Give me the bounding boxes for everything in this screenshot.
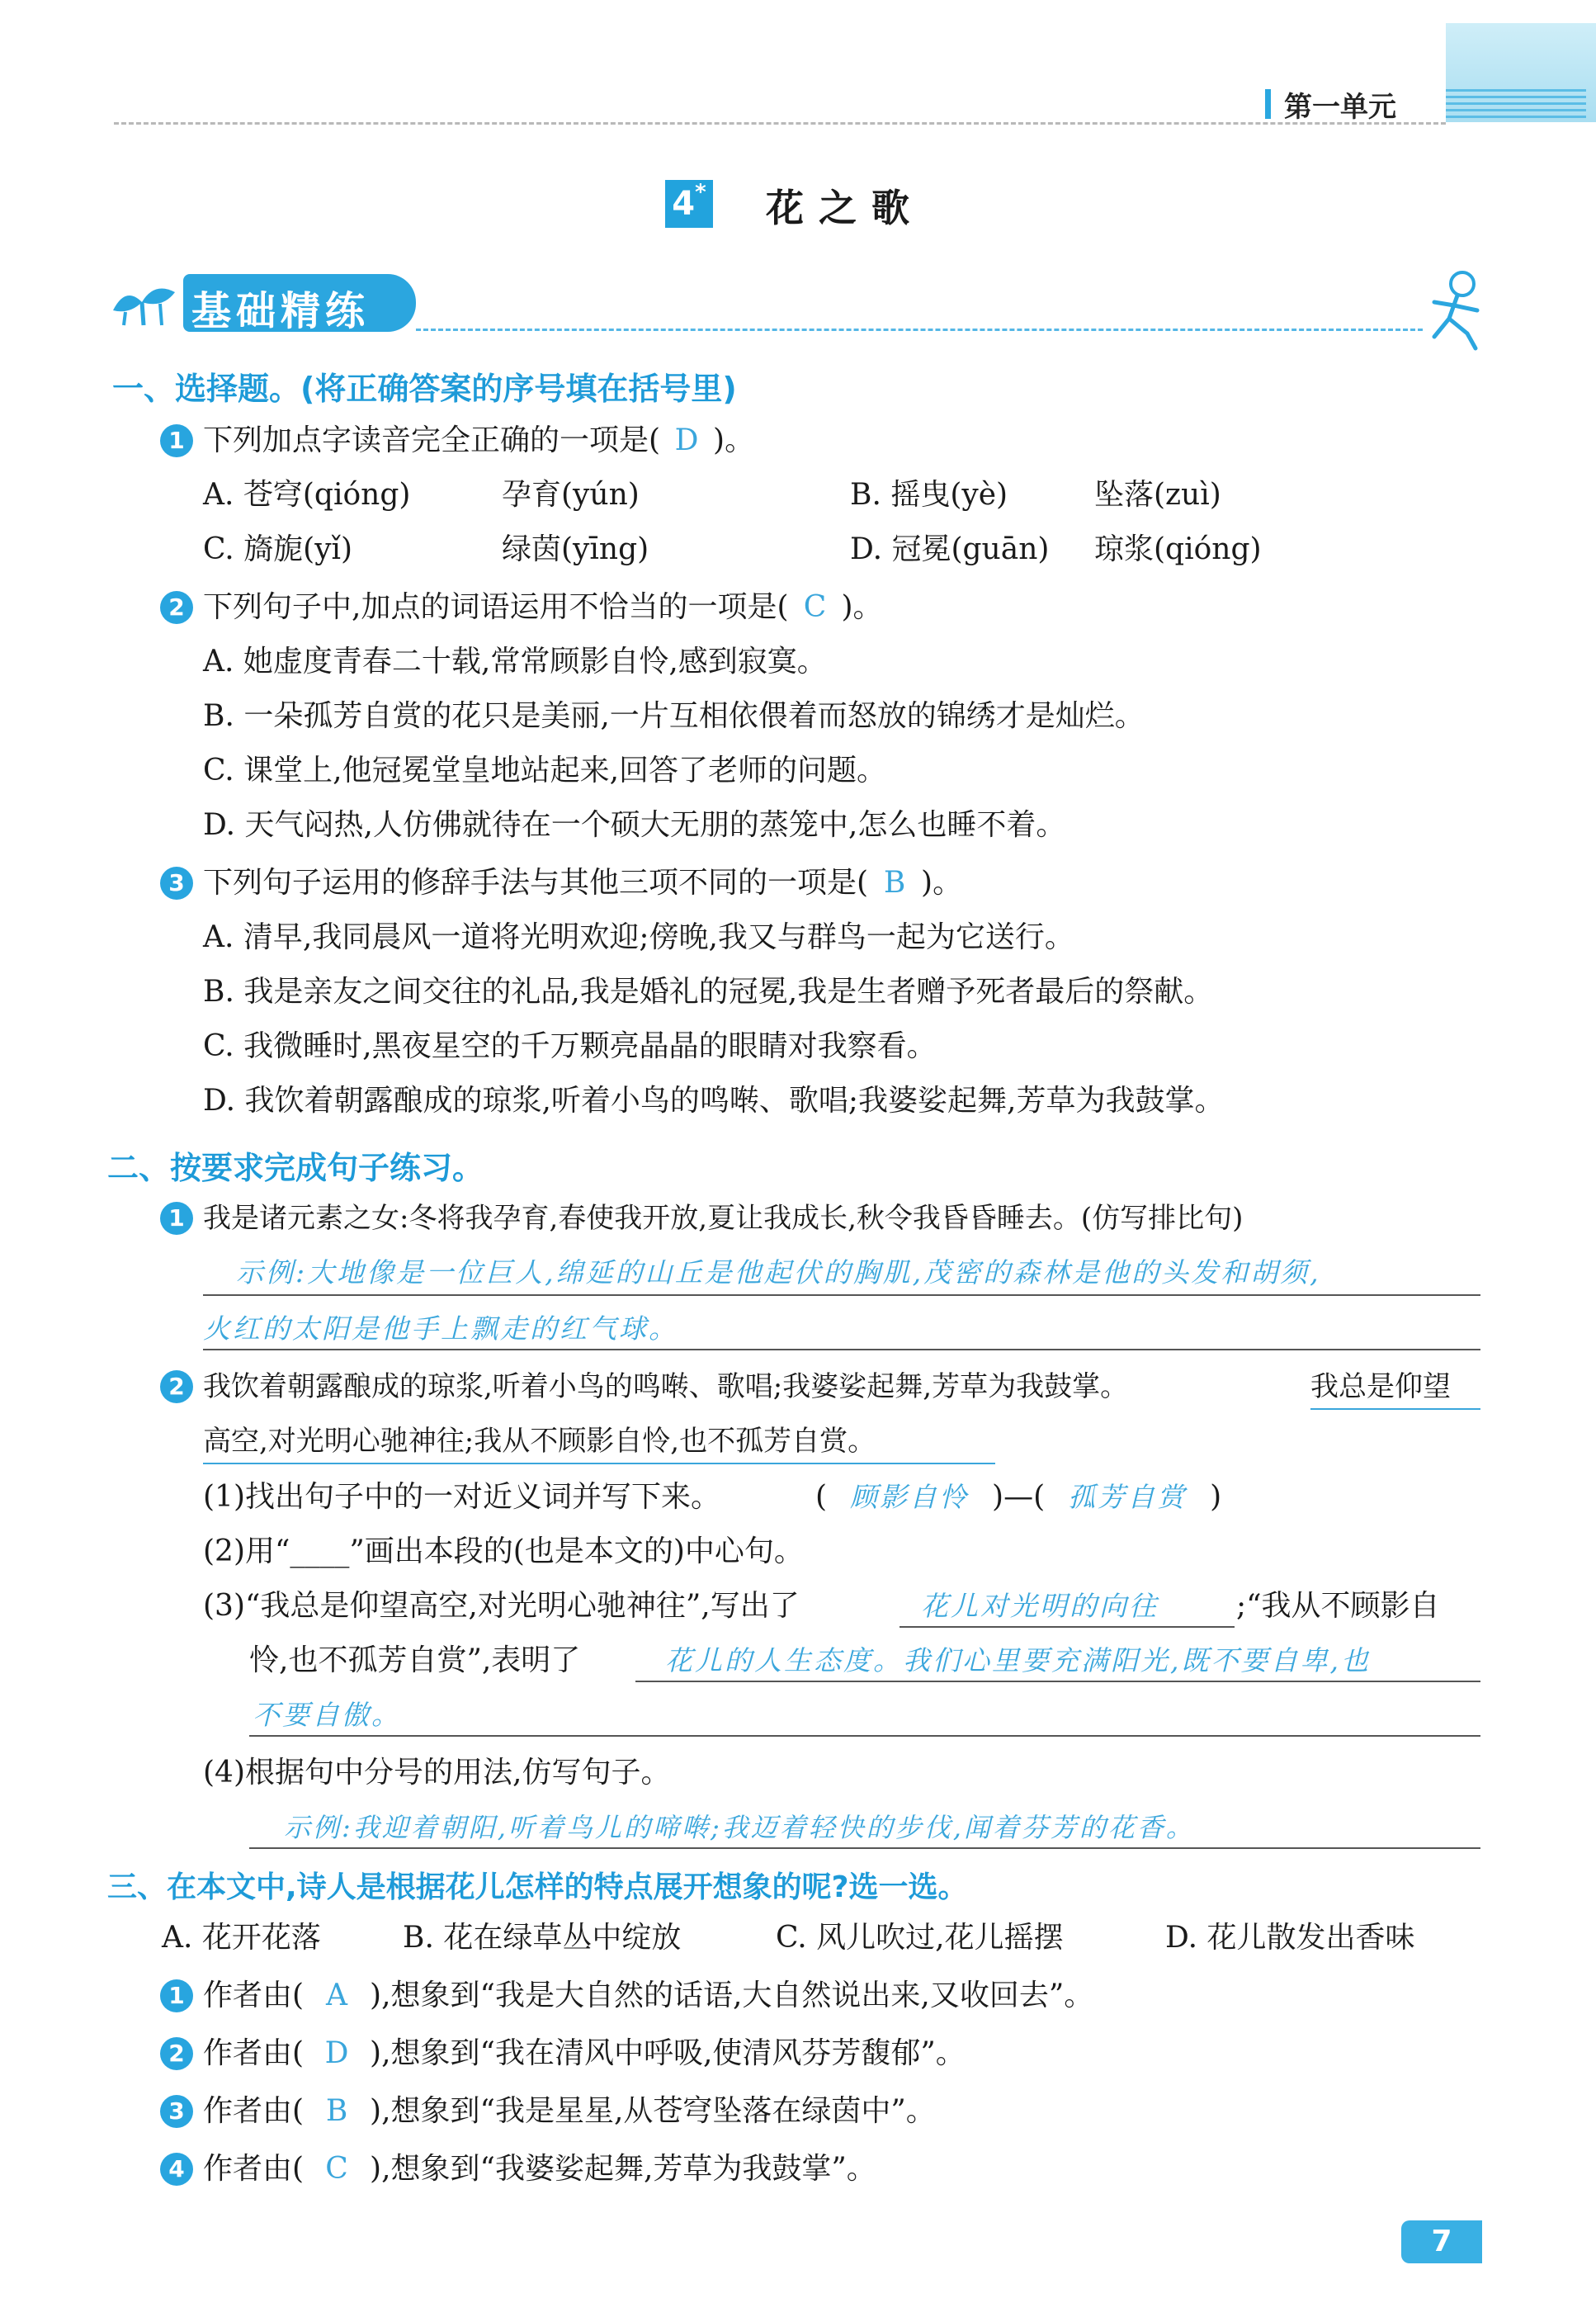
- paren: ): [1210, 1480, 1222, 1514]
- answer-line: [203, 1294, 1480, 1296]
- question-number: 2: [160, 1370, 193, 1403]
- option-b: B. 花在绿草丛中绽放: [403, 1921, 682, 1955]
- lesson-star: *: [695, 180, 706, 205]
- sub-question-3: (3)“我总是仰望高空,对光明心驰神往”,写出了: [203, 1589, 800, 1623]
- question-number: 3: [160, 867, 193, 900]
- option-a-1: A. 苍穹(qióng): [203, 478, 411, 512]
- question-stem: [203, 865, 962, 901]
- answer-choice: B: [883, 866, 906, 900]
- option-a: A. 她虚度青春二十载,常常顾影自怜,感到寂寞。: [203, 645, 827, 679]
- stem-text: ),想象到“我婆娑起舞,芳草为我鼓掌”。: [370, 2152, 876, 2186]
- option-c: C. 我微睡时,黑夜星空的千万颗亮晶晶的眼睛对我察看。: [203, 1029, 937, 1063]
- stem-text: 作者由(: [203, 2094, 305, 2128]
- option-b: B. 我是亲友之间交往的礼品,我是婚礼的冠冕,我是生者赠予死者最后的祭献。: [203, 975, 1214, 1009]
- answer-line: [249, 1847, 1480, 1849]
- question-stem: 我是诸元素之女:冬将我孕育,春使我开放,夏让我成长,秋令我昏昏睡去。(仿写排比句): [203, 1202, 1244, 1235]
- stem-text: )。: [921, 866, 963, 900]
- option-c-2: 绿茵(yīng): [502, 532, 649, 566]
- option-a: A. 清早,我同晨风一道将光明欢迎;傍晚,我又与群鸟一起为它送行。: [203, 920, 1074, 954]
- answer-choice: C: [325, 2152, 348, 2186]
- question-number: 2: [160, 591, 193, 624]
- page-number: 7: [1401, 2220, 1482, 2263]
- question-stem: [203, 423, 754, 459]
- leaf-icon: [109, 277, 183, 327]
- synonym-answer-row: [815, 1479, 1221, 1515]
- passage-line-underlined: 高空,对光明心驰神往;我从不顾影自怜,也不孤芳自赏。: [203, 1425, 876, 1458]
- sub-question-4: (4)根据句中分号的用法,仿写句子。: [203, 1756, 671, 1790]
- matching-item: [203, 2151, 876, 2187]
- stem-text: 作者由(: [203, 1979, 305, 2012]
- option-b: B. 一朵孤芳自赏的花只是美丽,一片互相依偎着而怒放的锦绣才是灿烂。: [203, 699, 1145, 733]
- answer-choice: B: [325, 2094, 348, 2128]
- option-d-2: 琼浆(qióng): [1094, 532, 1262, 566]
- passage-line-underlined: 我总是仰望: [1310, 1370, 1451, 1403]
- sub-question-3-cont: 怜,也不孤芳自赏”,表明了: [249, 1643, 581, 1677]
- unit-marker: [1265, 89, 1271, 119]
- section-heading-1: 一、选择题。(将正确答案的序号填在括号里): [112, 371, 737, 407]
- synonym-answer: 顾影自怜: [850, 1481, 970, 1513]
- stem-text: ),想象到“我是大自然的话语,大自然说出来,又收回去”。: [370, 1979, 1094, 2012]
- lesson-number-badge: [665, 180, 713, 228]
- blank-line: ____: [290, 1534, 350, 1568]
- runner-icon: [1418, 269, 1492, 352]
- section-heading-2: 二、按要求完成句子练习。: [107, 1150, 484, 1186]
- matching-item: [203, 2036, 966, 2072]
- matching-item: [203, 1978, 1093, 2014]
- answer-handwriting: 花儿的人生态度。我们心里要充满阳光,既不要自卑,也: [665, 1644, 1371, 1676]
- option-c: C. 风儿吹过,花儿摇摆: [776, 1921, 1064, 1955]
- stem-text: ),想象到“我是星星,从苍穹坠落在绿茵中”。: [370, 2094, 936, 2128]
- question-number: 1: [160, 424, 193, 457]
- option-d: D. 天气闷热,人仿佛就待在一个硕大无朋的蒸笼中,怎么也睡不着。: [203, 808, 1066, 842]
- stem-text: ”画出本段的(也是本文的)中心句。: [349, 1534, 804, 1568]
- paren: (: [815, 1480, 828, 1514]
- sub-question-3-cont: ;“我从不顾影自: [1236, 1589, 1440, 1623]
- option-c-1: C. 旖旎(yǐ): [203, 532, 353, 566]
- answer-line: [900, 1626, 1235, 1628]
- section-heading-3: 三、在本文中,诗人是根据花儿怎样的特点展开想象的呢?选一选。: [107, 1870, 968, 1904]
- passage-line: 我饮着朝露酿成的琼浆,听着小鸟的鸣啭、歌唱;我婆娑起舞,芳草为我鼓掌。: [203, 1370, 1129, 1403]
- matching-item: [203, 2093, 936, 2130]
- question-number: 4: [160, 2153, 193, 2186]
- question-number: 1: [160, 1202, 193, 1235]
- lesson-number: 4: [672, 185, 696, 223]
- answer-choice: D: [674, 423, 699, 457]
- answer-line: [635, 1681, 1480, 1682]
- answer-choice: A: [326, 1979, 348, 2012]
- stem-text: 下列加点字读音完全正确的一项是(: [203, 423, 661, 457]
- option-b-1: B. 摇曳(yè): [850, 478, 1008, 512]
- sub-question-1: (1)找出句子中的一对近义词并写下来。: [203, 1480, 720, 1514]
- section-banner-label: 基础精练: [191, 288, 371, 334]
- answer-choice: D: [324, 2036, 349, 2070]
- question-number: 2: [160, 2037, 193, 2070]
- synonym-answer: 孤芳自赏: [1068, 1481, 1188, 1513]
- question-stem: [203, 589, 883, 626]
- stem-text: ),想象到“我在清风中呼吸,使清风芬芳馥郁”。: [370, 2036, 966, 2070]
- option-b-2: 坠落(zuì): [1094, 478, 1221, 512]
- central-sentence-underline: [203, 1463, 995, 1464]
- stem-text: 下列句子中,加点的词语运用不恰当的一项是(: [203, 590, 789, 624]
- answer-line: [249, 1735, 1480, 1737]
- answer-handwriting: 示例:大地像是一位巨人,绵延的山丘是他起伏的胸肌,茂密的森林是他的头发和胡须,: [236, 1256, 1321, 1288]
- sub-question-2: [203, 1534, 804, 1570]
- question-number: 3: [160, 2095, 193, 2128]
- stem-text: )。: [841, 590, 883, 624]
- stem-text: )。: [713, 423, 755, 457]
- question-number: 1: [160, 1979, 193, 2012]
- answer-choice: C: [803, 590, 827, 624]
- answer-handwriting: 示例:我迎着朝阳,听着鸟儿的啼啭;我迈着轻快的步伐,闻着芬芳的花香。: [284, 1812, 1195, 1843]
- central-sentence-underline: [1310, 1408, 1480, 1410]
- option-c: C. 课堂上,他冠冕堂皇地站起来,回答了老师的问题。: [203, 754, 887, 787]
- answer-handwriting: 花儿对光明的向往: [921, 1590, 1159, 1622]
- option-a-2: 孕育(yún): [502, 478, 640, 512]
- header-divider: [114, 122, 1446, 125]
- header-stripes: [1446, 89, 1586, 119]
- lesson-title: 花之歌: [766, 186, 924, 230]
- option-d-1: D. 冠冕(guān): [850, 532, 1050, 566]
- option-d: D. 花儿散发出香味: [1165, 1921, 1415, 1955]
- stem-text: 作者由(: [203, 2152, 305, 2186]
- stem-text: 作者由(: [203, 2036, 305, 2070]
- answer-handwriting: 火红的太阳是他手上飘走的红气球。: [203, 1312, 678, 1345]
- stem-text: (2)用“: [203, 1534, 290, 1568]
- unit-title: 第一单元: [1284, 91, 1396, 124]
- banner-divider: [416, 329, 1423, 331]
- option-a: A. 花开花落: [162, 1921, 321, 1955]
- answer-handwriting: 不要自傲。: [253, 1699, 401, 1731]
- answer-line: [203, 1349, 1480, 1350]
- paren: )—(: [992, 1480, 1046, 1514]
- option-d: D. 我饮着朝露酿成的琼浆,听着小鸟的鸣啭、歌唱;我婆娑起舞,芳草为我鼓掌。: [203, 1084, 1225, 1118]
- stem-text: 下列句子运用的修辞手法与其他三项不同的一项是(: [203, 866, 869, 900]
